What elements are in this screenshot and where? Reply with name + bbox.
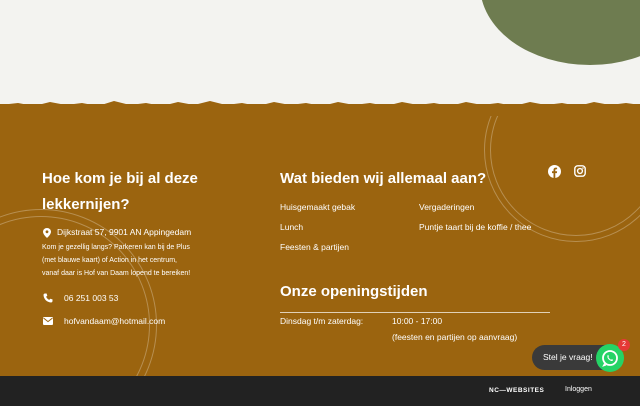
hours-day: Dinsdag t/m zaterdag: <box>280 316 364 326</box>
unread-badge: 2 <box>618 339 630 351</box>
directions-line-3: vanaf daar is Hof van Daam lopend te bereiken! <box>42 270 191 277</box>
address: Dijkstraat 57, 9901 AN Appingedam <box>57 227 192 237</box>
service-item: Vergaderingen <box>419 202 475 212</box>
decorative-green-shape <box>480 0 640 65</box>
service-item: Feesten & partijen <box>280 242 349 252</box>
footer <box>0 104 640 376</box>
hours-time: 10:00 - 17:00 <box>392 316 443 326</box>
location-heading-line2: lekkernijen? <box>42 196 130 213</box>
location-heading <box>42 166 198 218</box>
envelope-icon <box>43 317 53 325</box>
login-link[interactable]: Inloggen <box>565 386 592 393</box>
top-content-area <box>0 0 640 112</box>
torn-edge-divider <box>0 98 640 116</box>
opening-hours-heading: Onze openingstijden <box>280 283 428 300</box>
facebook-icon[interactable] <box>548 165 561 178</box>
map-pin-icon <box>43 228 51 238</box>
phone-link[interactable]: 06 251 003 53 <box>64 293 119 303</box>
service-item: Puntje taart bij de koffie / thee <box>419 222 532 232</box>
services-heading: Wat bieden wij allemaal aan? <box>280 170 487 187</box>
phone-icon <box>43 293 53 303</box>
directions-line-2: (met blauwe kaart) of Action in het centrum, <box>42 257 178 264</box>
hours-note: (feesten en partijen op aanvraag) <box>392 332 518 342</box>
chat-prompt-button[interactable]: Stel je vraag! <box>532 345 618 370</box>
bottom-bar <box>0 376 640 406</box>
brand-logo-link[interactable]: NC—WEBSITES <box>489 387 545 394</box>
instagram-icon[interactable] <box>574 165 586 177</box>
service-item: Lunch <box>280 222 304 232</box>
directions-line-1: Kom je gezellig langs? Parkeren kan bij de Plus <box>42 244 190 251</box>
email-link[interactable]: hofvandaam@hotmail.com <box>64 316 166 326</box>
service-item: Huisgemaakt gebak <box>280 202 356 212</box>
hours-divider <box>280 312 550 313</box>
location-heading-line1: Hoe kom je bij al deze <box>42 170 198 187</box>
